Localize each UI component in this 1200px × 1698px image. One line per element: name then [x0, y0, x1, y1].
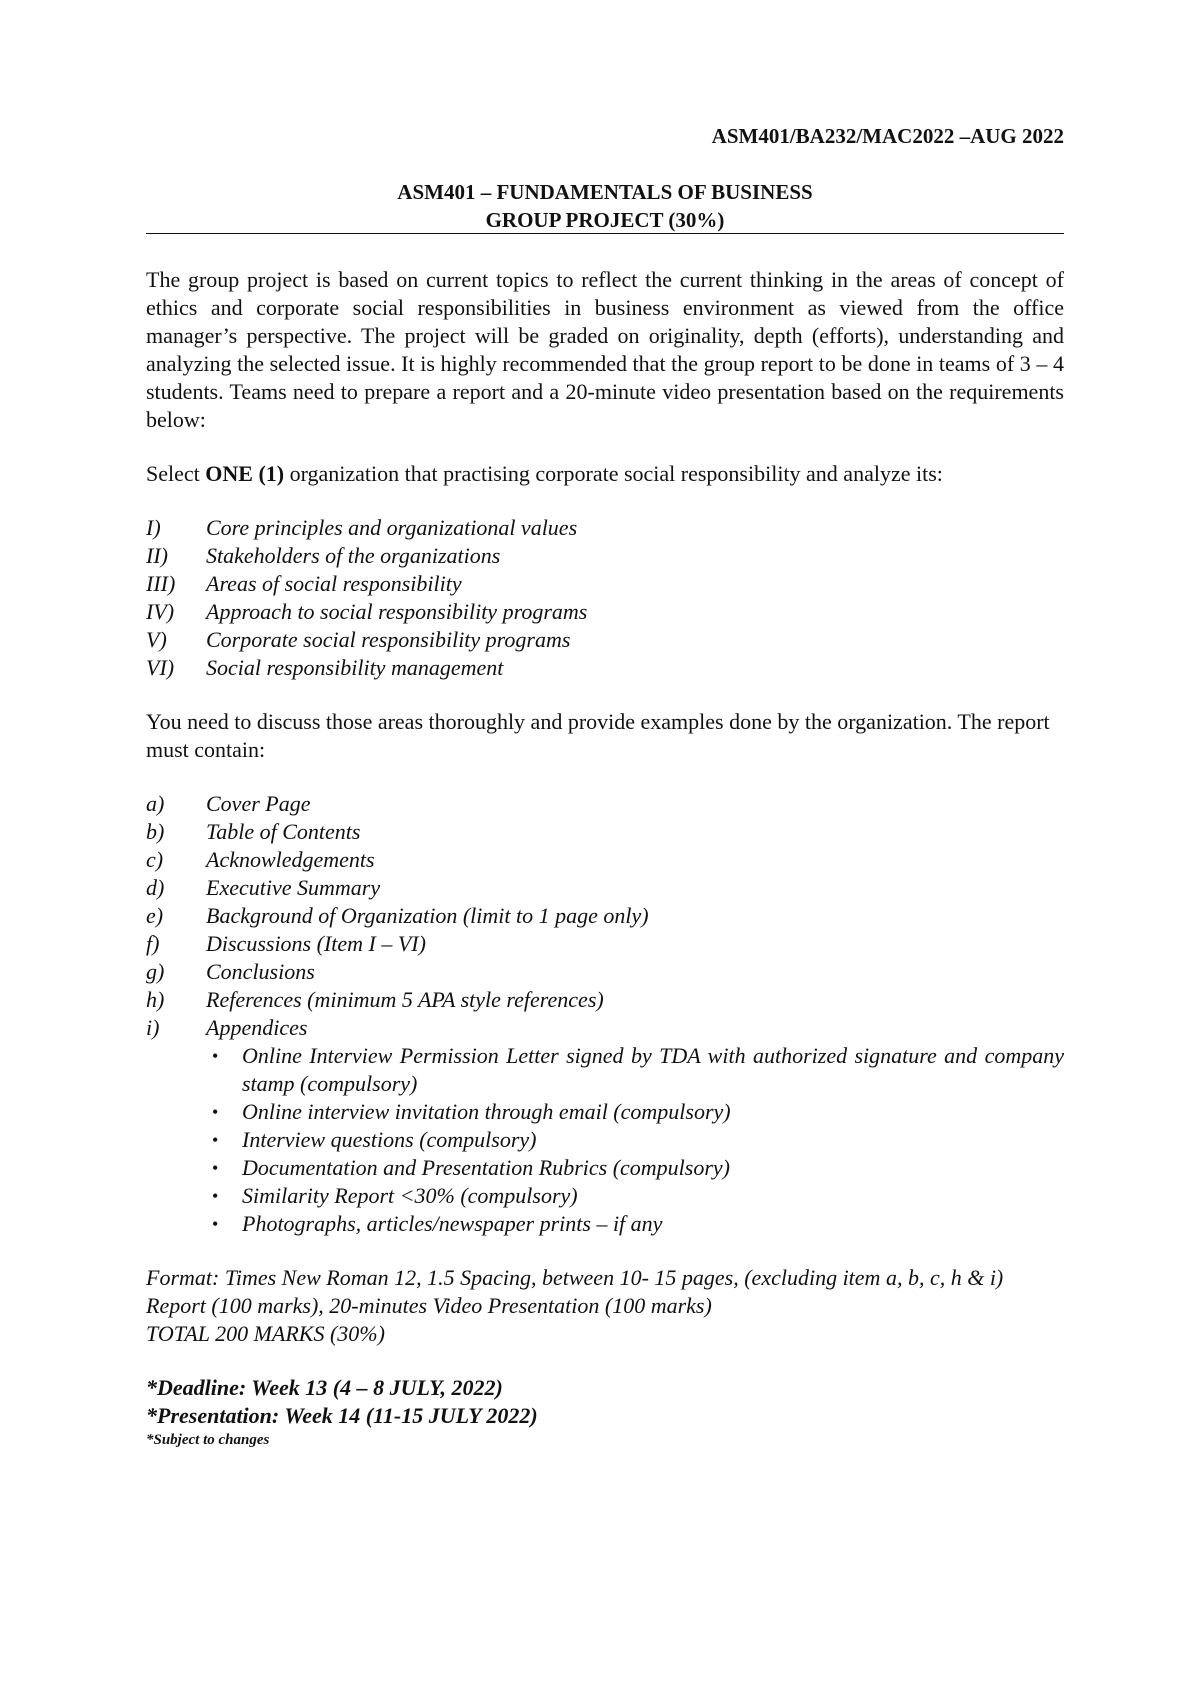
- title-divider: [146, 233, 1064, 234]
- select-after: organization that practising corporate social responsibility and analyze its:: [284, 461, 943, 486]
- analysis-list: [146, 514, 1064, 682]
- document-body: [146, 266, 1064, 1450]
- bullet-icon: •: [212, 1130, 219, 1150]
- title-line-course: ASM401 – FUNDAMENTALS OF BUSINESS: [397, 180, 813, 204]
- list-item: g) Conclusions: [146, 959, 315, 984]
- marks-breakdown: Report (100 marks), 20-minutes Video Presentation (100 marks): [146, 1293, 712, 1318]
- total-marks: TOTAL 200 MARKS (30%): [146, 1321, 385, 1346]
- select-instruction: [146, 460, 1064, 488]
- list-item: b) Table of Contents: [146, 819, 361, 844]
- list-item: • Documentation and Presentation Rubrics (compulsory): [206, 1154, 1064, 1182]
- title-line-project: GROUP PROJECT (30%): [485, 208, 725, 232]
- bullet-icon: •: [212, 1102, 219, 1122]
- subject-to-change-note: *Subject to changes: [146, 1432, 270, 1448]
- list-item: d) Executive Summary: [146, 875, 381, 900]
- list-item: I) Core principles and organizational values: [146, 515, 578, 540]
- list-item: II) Stakeholders of the organizations: [146, 543, 501, 568]
- list-item: • Online Interview Permission Letter signed by TDA with authorized signature and company stamp (compulsory): [206, 1042, 1064, 1098]
- list-item: • Online interview invitation through email (compulsory): [206, 1098, 1064, 1126]
- list-item: c) Acknowledgements: [146, 847, 375, 872]
- document-title: [146, 178, 1064, 234]
- list-item: V) Corporate social responsibility programs: [146, 627, 571, 652]
- appendix-bullets: [146, 1042, 1064, 1238]
- list-item: a) Cover Page: [146, 791, 311, 816]
- list-item: IV) Approach to social responsibility programs: [146, 599, 588, 624]
- list-item: VI) Social responsibility management: [146, 655, 504, 680]
- bullet-icon: •: [212, 1046, 219, 1066]
- bullet-icon: •: [212, 1214, 219, 1234]
- list-item: III) Areas of social responsibility: [146, 571, 462, 596]
- list-item: • Similarity Report <30% (compulsory): [206, 1182, 1064, 1210]
- presentation-date: *Presentation: Week 14 (11-15 JULY 2022): [146, 1403, 538, 1428]
- bullet-icon: •: [212, 1186, 219, 1206]
- list-item: • Photographs, articles/newspaper prints – if any: [206, 1210, 1064, 1238]
- list-item: f) Discussions (Item I – VI): [146, 931, 426, 956]
- list-item: • Interview questions (compulsory): [206, 1126, 1064, 1154]
- bullet-icon: •: [212, 1158, 219, 1178]
- intro-paragraph: The group project is based on current topics to reflect the current thinking in the areas of concept of ethics and corporate social responsibilities in business environment as viewed from the office manager’s perspective. The project will be graded on originality, depth (efforts), understanding and analyzing the selected issue. It is highly recommended that the group report to be done in teams of 3 – 4 students. Teams need to prepare a report and a 20-minute video presentation based on the requirements below:: [146, 267, 1064, 432]
- select-bold: ONE (1): [205, 461, 285, 486]
- select-before: Select: [146, 461, 206, 486]
- discuss-paragraph: You need to discuss those areas thoroughly and provide examples done by the organization. The report must contain:: [146, 709, 1050, 762]
- report-contents-list: [146, 790, 1064, 1042]
- list-item: i) Appendices: [146, 1015, 308, 1040]
- list-item: e) Background of Organization (limit to 1 page only): [146, 903, 649, 928]
- deadline-text: *Deadline: Week 13 (4 – 8 JULY, 2022): [146, 1375, 503, 1400]
- format-requirements: Format: Times New Roman 12, 1.5 Spacing, between 10- 15 pages, (excluding item a, b, c, h & i): [146, 1265, 1004, 1290]
- document-code: ASM401/BA232/MAC2022 –AUG 2022: [711, 124, 1064, 148]
- list-item: h) References (minimum 5 APA style references): [146, 987, 604, 1012]
